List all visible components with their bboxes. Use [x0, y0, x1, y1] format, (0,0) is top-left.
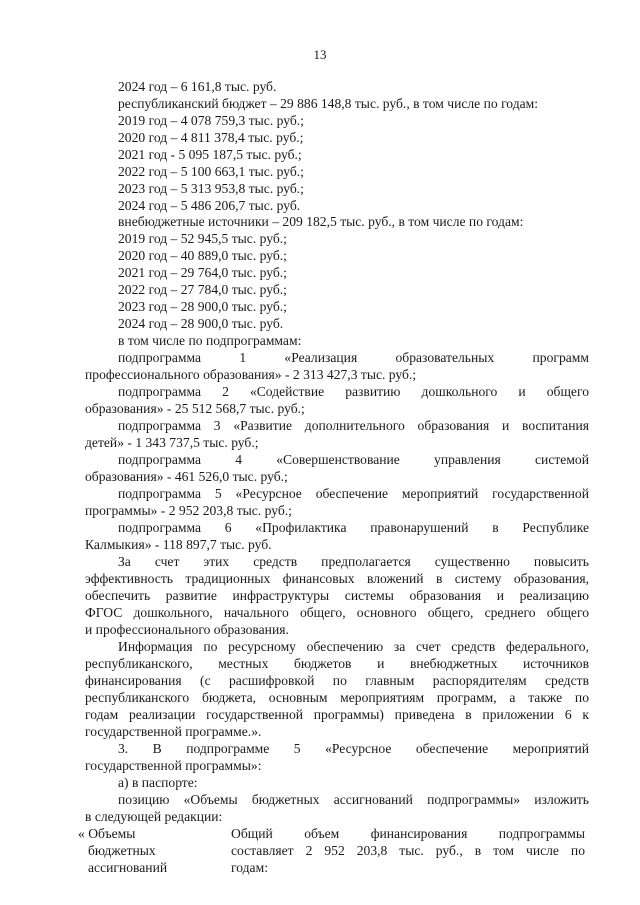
table-left-line: бюджетных [88, 843, 156, 858]
item-3-sub-a: а) в паспорте: [118, 775, 198, 790]
table-right-line: составляет 2 952 203,8 тыс. руб., в том числе по [231, 843, 585, 858]
table-left-line: « Объемы [78, 826, 136, 841]
funds-paragraph-line: обеспечить развитие инфраструктуры системы образования и реализацию [85, 588, 589, 603]
extra-budget-total: внебюджетные источники – 209 182,5 тыс. руб., в том числе по годам: [118, 214, 524, 229]
info-paragraph-line: годам реализации государственной программы) приведена в приложении 6 к [85, 707, 589, 722]
extra-year-line: 2019 год – 52 945,5 тыс. руб.; [118, 231, 287, 246]
extra-year-line: 2024 год – 28 900,0 тыс. руб. [118, 316, 284, 331]
funds-paragraph-line: За счет этих средств предполагается существенно повысить [118, 554, 589, 569]
republic-year-line: 2022 год – 5 100 663,1 тыс. руб.; [118, 164, 304, 179]
funds-paragraph-line: и профессионального образования. [85, 622, 289, 637]
info-paragraph-line: Информация по ресурсному обеспечению за счет средств федерального, [118, 639, 589, 654]
subprogram-3-line2: детей» - 1 343 737,5 тыс. руб.; [85, 435, 259, 450]
table-left-line: ассигнований [88, 860, 168, 875]
subprogram-5-line1: подпрограмма 5 «Ресурсное обеспечение мероприятий государственной [118, 486, 589, 501]
subprogram-6-line1: подпрограмма 6 «Профилактика правонарушений в Республике [118, 520, 589, 535]
republic-year-line: 2023 год – 5 313 953,8 тыс. руб.; [118, 181, 304, 196]
info-paragraph-line: республиканского, местных бюджетов и внебюджетных источников [85, 656, 589, 671]
subprogram-1-line1: подпрограмма 1 «Реализация образовательных программ [118, 350, 589, 365]
item-3-line2: государственной программы»: [85, 758, 262, 773]
budget-line-2024: 2024 год – 6 161,8 тыс. руб. [118, 79, 277, 94]
republic-budget-total: республиканский бюджет – 29 886 148,8 тыс. руб., в том числе по годам: [118, 96, 539, 111]
republic-year-line: 2021 год - 5 095 187,5 тыс. руб.; [118, 147, 302, 162]
subprogram-1-line2: профессионального образования» - 2 313 427,3 тыс. руб.; [85, 367, 417, 382]
subprogram-6-line2: Калмыкия» - 118 897,7 тыс. руб. [85, 537, 272, 552]
subprogram-5-line2: программы» - 2 952 203,8 тыс. руб.; [85, 503, 292, 518]
subprogram-4-line2: образования» - 461 526,0 тыс. руб.; [85, 469, 288, 484]
position-line1: позицию «Объемы бюджетных ассигнований подпрограммы» изложить [118, 792, 589, 807]
funds-paragraph-line: ФГОС дошкольного, начального общего, основного общего, среднего общего [85, 605, 589, 620]
page-number: 13 [313, 47, 327, 62]
table-right-line: Общий объем финансирования подпрограммы [231, 826, 585, 841]
info-paragraph-line: государственной программе.». [85, 724, 262, 739]
subprogram-4-line1: подпрограмма 4 «Совершенствование управления системой [118, 452, 589, 467]
info-paragraph-line: финансирования (с расшифровкой по главным распорядителям средств [85, 673, 589, 688]
funds-paragraph-line: эффективность традиционных финансовых вложений в систему образования, [85, 571, 589, 586]
subprogram-2-line2: образования» - 25 512 568,7 тыс. руб.; [85, 401, 305, 416]
extra-year-line: 2023 год – 28 900,0 тыс. руб.; [118, 299, 287, 314]
position-line2: в следующей редакции: [85, 809, 223, 824]
extra-year-line: 2022 год – 27 784,0 тыс. руб.; [118, 282, 287, 297]
info-paragraph-line: республиканского бюджета, основным мероприятиям программ, а также по [85, 690, 589, 705]
subprogram-2-line1: подпрограмма 2 «Содействие развитию дошкольного и общего [118, 384, 589, 399]
extra-year-line: 2021 год – 29 764,0 тыс. руб.; [118, 265, 287, 280]
table-right-line: годам: [231, 860, 268, 875]
republic-year-line: 2024 год – 5 486 206,7 тыс. руб. [118, 198, 301, 213]
subprogram-3-line1: подпрограмма 3 «Развитие дополнительного образования и воспитания [118, 418, 589, 433]
subprograms-intro: в том числе по подпрограммам: [118, 333, 302, 348]
extra-year-line: 2020 год – 40 889,0 тыс. руб.; [118, 248, 287, 263]
republic-year-line: 2019 год – 4 078 759,3 тыс. руб.; [118, 113, 304, 128]
republic-year-line: 2020 год – 4 811 378,4 тыс. руб.; [118, 130, 304, 145]
item-3-line1: 3. В подпрограмме 5 «Ресурсное обеспечение мероприятий [118, 741, 589, 756]
